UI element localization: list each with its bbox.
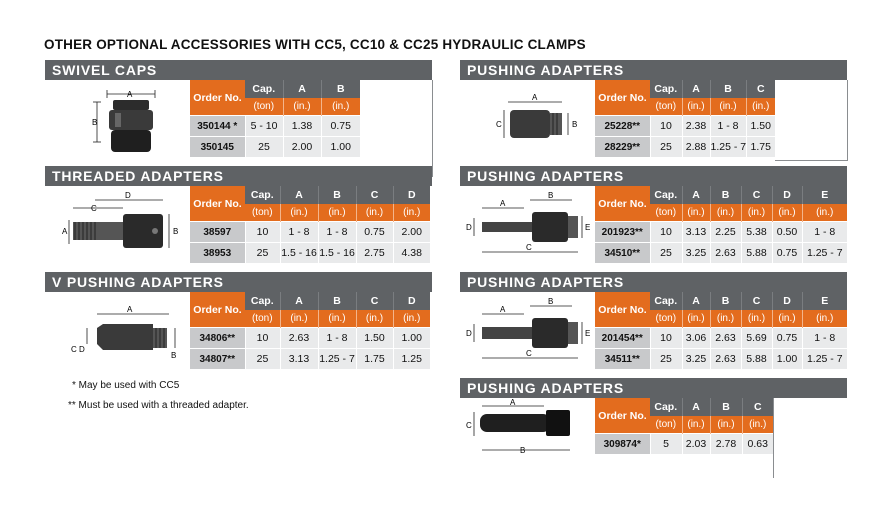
dim-label-b: B: [520, 446, 526, 455]
dim-label-b: B: [173, 227, 179, 236]
d-value: 1.00: [772, 349, 802, 370]
unit-e: (in.): [802, 310, 847, 328]
unit-d: (in.): [772, 310, 802, 328]
a-value: 3.13: [280, 349, 318, 370]
c-value: 0.75: [356, 222, 393, 243]
order-number: 34511**: [595, 349, 650, 370]
table-row: [595, 349, 847, 370]
cap-value: 5: [650, 434, 682, 455]
table-row: [595, 137, 775, 158]
pushing-adapter-4-diagram: [460, 398, 605, 483]
col-a: A: [682, 80, 710, 98]
col-cap: Cap.: [650, 186, 682, 204]
col-c: C: [356, 186, 393, 204]
dim-label-a: A: [62, 227, 68, 236]
e-value: 1.25 - 7: [802, 243, 847, 264]
dim-label-e: E: [585, 329, 591, 338]
section-title: SWIVEL CAPS: [45, 60, 432, 80]
col-cap: Cap.: [245, 292, 280, 310]
order-number: 350145: [190, 137, 245, 158]
unit-b: (in.): [318, 204, 356, 222]
unit-c: (in.): [356, 310, 393, 328]
unit-b: (in.): [318, 310, 356, 328]
unit-cap: (ton): [245, 310, 280, 328]
dim-label-b: B: [572, 120, 578, 129]
col-e: E: [802, 186, 847, 204]
table-row: [190, 222, 430, 243]
unit-cap: (ton): [650, 310, 682, 328]
a-value: 1 - 8: [280, 222, 318, 243]
section-title: PUSHING ADAPTERS: [460, 166, 847, 186]
unit-c: (in.): [741, 310, 772, 328]
dim-label-c: C: [91, 204, 97, 213]
col-d: D: [772, 186, 802, 204]
unit-c: (in.): [746, 98, 775, 116]
col-order-no: Order No.: [595, 292, 650, 328]
cap-value: 10: [245, 328, 280, 349]
a-value: 3.13: [682, 222, 710, 243]
unit-c: (in.): [356, 204, 393, 222]
col-c: C: [741, 186, 772, 204]
section-pushing-adapters-2: [460, 166, 847, 266]
dim-label-d: D: [466, 223, 472, 232]
section-title: PUSHING ADAPTERS: [460, 378, 847, 398]
section-v-pushing-adapters: [45, 272, 432, 372]
unit-a: (in.): [682, 204, 710, 222]
dim-label-cd: C D: [71, 345, 85, 354]
c-value: 1.50: [356, 328, 393, 349]
section-threaded-adapters: [45, 166, 432, 266]
footnote-threaded: ** Must be used with a threaded adapter.: [68, 400, 249, 411]
dim-label-e: E: [585, 223, 591, 232]
table-row: [595, 243, 847, 264]
cap-value: 25: [245, 243, 280, 264]
c-value: 1.50: [746, 116, 775, 137]
b-value: 1 - 8: [318, 328, 356, 349]
dim-label-b: B: [548, 191, 554, 200]
c-value: 2.75: [356, 243, 393, 264]
col-a: A: [682, 186, 710, 204]
c-value: 5.69: [741, 328, 772, 349]
table-row: [595, 434, 773, 455]
dim-label-a: A: [127, 305, 133, 314]
section-pushing-adapters-4: [460, 378, 847, 478]
a-value: 3.25: [682, 243, 710, 264]
b-value: 1.00: [321, 137, 360, 158]
dim-label-d: D: [466, 329, 472, 338]
table-row: [190, 137, 360, 158]
col-e: E: [802, 292, 847, 310]
unit-cap: (ton): [650, 204, 682, 222]
unit-b: (in.): [710, 98, 746, 116]
b-value: 1.5 - 16: [318, 243, 356, 264]
b-value: 2.63: [710, 243, 741, 264]
c-value: 0.63: [742, 434, 773, 455]
col-c: C: [742, 398, 773, 416]
unit-a: (in.): [682, 310, 710, 328]
b-value: 1.25 - 7: [318, 349, 356, 370]
col-cap: Cap.: [245, 80, 283, 98]
col-a: A: [280, 186, 318, 204]
col-cap: Cap.: [650, 292, 682, 310]
b-value: 1 - 8: [710, 116, 746, 137]
col-d: D: [393, 292, 430, 310]
section-pushing-adapters-3: [460, 272, 847, 372]
order-number: 34807**: [190, 349, 245, 370]
dim-label-b: B: [92, 118, 98, 127]
cap-value: 10: [650, 222, 682, 243]
d-value: 2.00: [393, 222, 430, 243]
col-c: C: [741, 292, 772, 310]
col-d: D: [772, 292, 802, 310]
order-number: 28229**: [595, 137, 650, 158]
threaded-adapter-diagram: [45, 186, 190, 271]
d-value: 0.75: [772, 243, 802, 264]
col-b: B: [318, 292, 356, 310]
cap-value: 25: [245, 349, 280, 370]
swivel-caps-table: [190, 80, 360, 157]
b-value: 2.78: [710, 434, 742, 455]
section-title: V PUSHING ADAPTERS: [45, 272, 432, 292]
col-b: B: [318, 186, 356, 204]
col-c: C: [746, 80, 775, 98]
c-value: 5.88: [741, 243, 772, 264]
dim-label-c: C: [496, 120, 502, 129]
dim-label-d: D: [125, 191, 131, 200]
col-order-no: Order No.: [190, 186, 245, 222]
unit-a: (in.): [280, 310, 318, 328]
v-pushing-adapter-diagram: [45, 292, 190, 377]
dim-label-a: A: [500, 199, 506, 208]
d-value: 0.75: [772, 328, 802, 349]
col-b: B: [710, 398, 742, 416]
a-value: 2.38: [682, 116, 710, 137]
table-row: [595, 116, 775, 137]
cap-value: 5 - 10: [245, 116, 283, 137]
cap-value: 25: [650, 137, 682, 158]
table-row: [190, 116, 360, 137]
threaded-adapters-table: [190, 186, 430, 263]
col-b: B: [710, 186, 741, 204]
pushing-adapter-3-diagram: [460, 292, 605, 377]
dim-label-c: C: [526, 349, 532, 358]
col-order-no: Order No.: [190, 80, 245, 116]
col-a: A: [682, 398, 710, 416]
e-value: 1 - 8: [802, 222, 847, 243]
unit-d: (in.): [393, 310, 430, 328]
pushing-adapters-1-table: [595, 80, 775, 157]
order-number: 34510**: [595, 243, 650, 264]
col-a: A: [280, 292, 318, 310]
dim-label-a: A: [127, 90, 133, 99]
col-a: A: [682, 292, 710, 310]
d-value: 0.50: [772, 222, 802, 243]
unit-b: (in.): [710, 204, 741, 222]
table-row: [595, 328, 847, 349]
cap-value: 10: [650, 116, 682, 137]
order-number: 201454**: [595, 328, 650, 349]
page-title: OTHER OPTIONAL ACCESSORIES WITH CC5, CC10 & CC25 HYDRAULIC CLAMPS: [44, 37, 586, 52]
a-value: 3.25: [682, 349, 710, 370]
order-number: 201923**: [595, 222, 650, 243]
order-number: 34806**: [190, 328, 245, 349]
dim-label-c: C: [466, 421, 472, 430]
b-value: 2.25: [710, 222, 741, 243]
unit-cap: (ton): [650, 416, 682, 434]
b-value: 2.63: [710, 349, 741, 370]
section-title: PUSHING ADAPTERS: [460, 60, 847, 80]
dim-label-a: A: [500, 305, 506, 314]
col-order-no: Order No.: [595, 398, 650, 434]
cap-value: 10: [245, 222, 280, 243]
e-value: 1 - 8: [802, 328, 847, 349]
section-title: THREADED ADAPTERS: [45, 166, 432, 186]
c-value: 5.88: [741, 349, 772, 370]
col-b: B: [710, 80, 746, 98]
b-value: 0.75: [321, 116, 360, 137]
pushing-adapters-4-table: [595, 398, 773, 454]
footnote-cc5: * May be used with CC5: [72, 380, 180, 391]
unit-b: (in.): [710, 416, 742, 434]
d-value: 4.38: [393, 243, 430, 264]
dim-label-a: A: [532, 93, 538, 102]
unit-a: (in.): [682, 416, 710, 434]
pushing-adapter-2-diagram: [460, 186, 605, 271]
table-row: [190, 328, 430, 349]
unit-cap: (ton): [245, 98, 283, 116]
pushing-adapters-2-table: [595, 186, 847, 263]
unit-cap: (ton): [650, 98, 682, 116]
pushing-adapter-1-diagram: [460, 80, 605, 165]
d-value: 1.25: [393, 349, 430, 370]
section-pushing-adapters-1: [460, 60, 847, 160]
unit-a: (in.): [682, 98, 710, 116]
a-value: 2.00: [283, 137, 321, 158]
dim-label-b: B: [171, 351, 177, 360]
a-value: 1.5 - 16: [280, 243, 318, 264]
a-value: 3.06: [682, 328, 710, 349]
dim-label-c: C: [526, 243, 532, 252]
unit-a: (in.): [280, 204, 318, 222]
b-value: 1 - 8: [318, 222, 356, 243]
b-value: 2.63: [710, 328, 741, 349]
pushing-adapters-3-table: [595, 292, 847, 369]
a-value: 1.38: [283, 116, 321, 137]
col-order-no: Order No.: [190, 292, 245, 328]
col-d: D: [393, 186, 430, 204]
b-value: 1.25 - 7: [710, 137, 746, 158]
cap-value: 25: [650, 349, 682, 370]
col-order-no: Order No.: [595, 80, 650, 116]
col-order-no: Order No.: [595, 186, 650, 222]
unit-b: (in.): [710, 310, 741, 328]
a-value: 2.03: [682, 434, 710, 455]
order-number: 350144 *: [190, 116, 245, 137]
a-value: 2.63: [280, 328, 318, 349]
col-cap: Cap.: [650, 398, 682, 416]
order-number: 38597: [190, 222, 245, 243]
unit-cap: (ton): [245, 204, 280, 222]
unit-b: (in.): [321, 98, 360, 116]
order-number: 25228**: [595, 116, 650, 137]
cap-value: 10: [650, 328, 682, 349]
unit-a: (in.): [283, 98, 321, 116]
d-value: 1.00: [393, 328, 430, 349]
unit-d: (in.): [393, 204, 430, 222]
unit-c: (in.): [741, 204, 772, 222]
col-a: A: [283, 80, 321, 98]
dim-label-a: A: [510, 398, 516, 407]
cap-value: 25: [650, 243, 682, 264]
e-value: 1.25 - 7: [802, 349, 847, 370]
a-value: 2.88: [682, 137, 710, 158]
section-title: PUSHING ADAPTERS: [460, 272, 847, 292]
order-number: 38953: [190, 243, 245, 264]
order-number: 309874*: [595, 434, 650, 455]
col-b: B: [321, 80, 360, 98]
section-swivel-caps: [45, 60, 432, 176]
unit-e: (in.): [802, 204, 847, 222]
c-value: 1.75: [356, 349, 393, 370]
c-value: 5.38: [741, 222, 772, 243]
c-value: 1.75: [746, 137, 775, 158]
table-row: [595, 222, 847, 243]
v-pushing-adapters-table: [190, 292, 430, 369]
dim-label-b: B: [548, 297, 554, 306]
col-cap: Cap.: [650, 80, 682, 98]
unit-c: (in.): [742, 416, 773, 434]
table-row: [190, 349, 430, 370]
table-row: [190, 243, 430, 264]
cap-value: 25: [245, 137, 283, 158]
col-c: C: [356, 292, 393, 310]
col-cap: Cap.: [245, 186, 280, 204]
col-b: B: [710, 292, 741, 310]
unit-d: (in.): [772, 204, 802, 222]
